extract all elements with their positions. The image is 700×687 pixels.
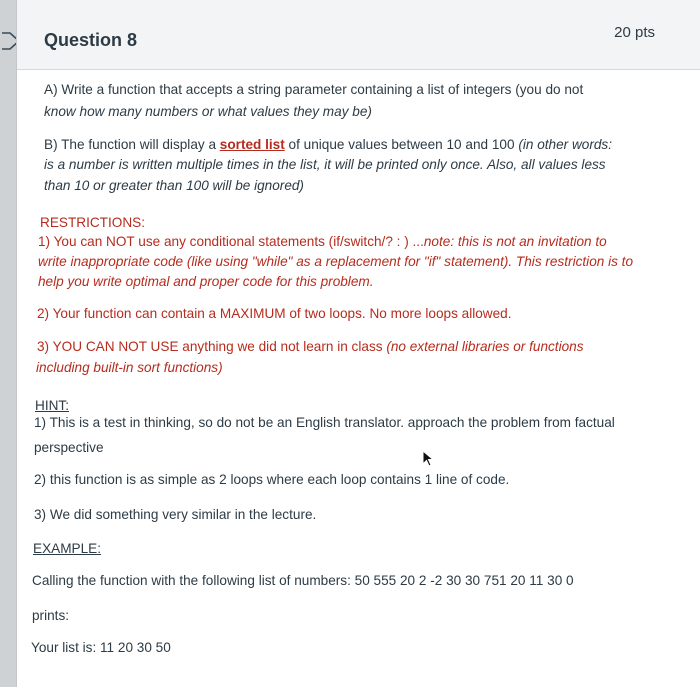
part-a-line1: A) Write a function that accepts a string parameter containing a list of integers (you do not [44,82,584,97]
question-title: Question 8 [44,30,138,50]
question-header [17,0,700,70]
example-heading: EXAMPLE: [33,541,101,556]
hint-2: 2) this function is as simple as 2 loops where each loop contains 1 line of code. [34,472,510,487]
restriction-1-line2: write inappropriate code (like using "while" as a replacement for "if" statement). This restriction is to [38,254,634,269]
mouse-pointer-icon [420,449,436,467]
part-b-line1: B) The function will display a sorted list of unique values between 10 and 100 (in other words: [44,137,612,152]
sorted-list-link[interactable]: sorted list [219,137,285,152]
hint-1-line2: perspective [34,440,104,455]
hint-1-line1: 1) This is a test in thinking, so do not be an English translator. approach the problem from factual [34,415,615,430]
part-a-line2: know how many numbers or what values they may be) [44,104,372,119]
example-result: Your list is: 11 20 30 50 [31,640,171,655]
part-b-line2: is a number is written multiple times in the list, it will be printed only once. Also, all values less [44,157,606,172]
question-card [16,0,700,687]
hint-heading: HINT: [35,398,69,413]
restriction-2: 2) Your function can contain a MAXIMUM of two loops. No more loops allowed. [37,306,512,321]
restriction-1-line3: help you write optimal and proper code for this problem. [38,274,374,289]
part-b-line3: than 10 or greater than 100 will be ignored) [44,178,304,193]
restriction-3-line2: including built-in sort functions) [36,360,223,375]
restriction-1-line1: 1) You can NOT use any conditional statements (if/switch/? : ) ...note: this is not an invitation to [38,234,607,249]
example-calling: Calling the function with the following list of numbers: 50 555 20 2 -2 30 30 751 20 11 30 0 [32,573,574,588]
hint-3: 3) We did something very similar in the lecture. [34,507,317,522]
restrictions-heading: RESTRICTIONS: [40,215,145,230]
restriction-3-line1: 3) YOU CAN NOT USE anything we did not learn in class (no external libraries or functions [37,339,584,354]
question-points: 20 pts [614,24,655,41]
example-prints: prints: [32,608,70,623]
